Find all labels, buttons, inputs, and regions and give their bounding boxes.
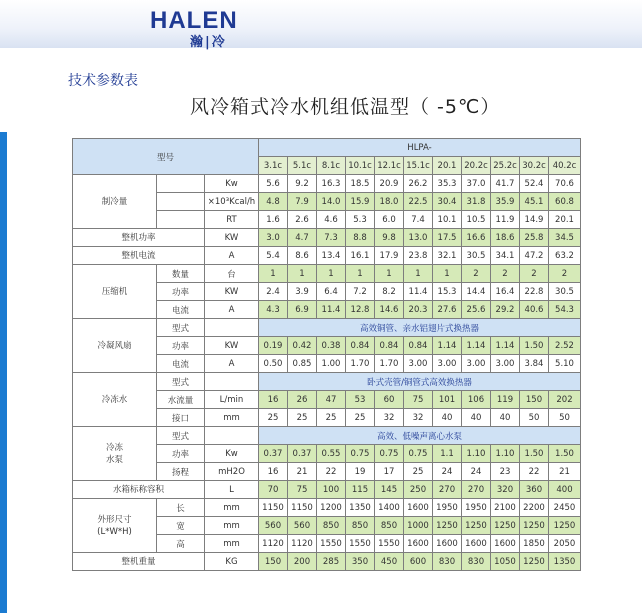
value-cell: 10.5 xyxy=(462,211,491,229)
value-cell: 400 xyxy=(549,481,581,499)
value-cell: 150 xyxy=(259,553,288,571)
unit-cell: ×10³Kcal/h xyxy=(205,193,259,211)
unit-cell: A xyxy=(205,355,259,373)
table-row xyxy=(73,373,581,391)
value-cell: 9.2 xyxy=(288,175,317,193)
value-cell: 63.2 xyxy=(549,247,581,265)
value-cell: 360 xyxy=(520,481,549,499)
value-cell: 15.9 xyxy=(346,193,375,211)
subcategory-cell: 功率 xyxy=(157,445,205,463)
subcategory-cell: 高 xyxy=(157,535,205,553)
subcategory-cell: 功率 xyxy=(157,337,205,355)
value-cell: 18.5 xyxy=(346,175,375,193)
value-cell: 1.14 xyxy=(491,337,520,355)
value-cell: 850 xyxy=(346,517,375,535)
model-cell: 12.1c xyxy=(375,157,404,175)
value-cell: 17 xyxy=(375,463,404,481)
value-cell: 320 xyxy=(491,481,520,499)
model-cell: 20.1 xyxy=(433,157,462,175)
value-cell: 34.5 xyxy=(549,229,581,247)
value-cell: 70 xyxy=(259,481,288,499)
value-cell: 1.1 xyxy=(433,445,462,463)
value-cell: 11.4 xyxy=(317,301,346,319)
value-cell: 1600 xyxy=(433,535,462,553)
unit-cell xyxy=(205,427,259,445)
value-cell: 24 xyxy=(462,463,491,481)
value-cell: 2 xyxy=(462,265,491,283)
value-cell: 1.50 xyxy=(520,337,549,355)
value-cell: 100 xyxy=(317,481,346,499)
value-cell: 3.9 xyxy=(288,283,317,301)
value-cell: 30.5 xyxy=(462,247,491,265)
subcategory-cell: 电流 xyxy=(157,301,205,319)
value-cell: 1.50 xyxy=(520,445,549,463)
value-cell: 1850 xyxy=(520,535,549,553)
category-cell: 水箱标称容积 xyxy=(73,481,205,499)
page-title: 风冷箱式冷水机组低温型（ -5℃） xyxy=(190,96,501,118)
value-cell: 4.7 xyxy=(288,229,317,247)
value-cell: 27.6 xyxy=(433,301,462,319)
value-cell: 25 xyxy=(288,409,317,427)
value-cell: 1.70 xyxy=(346,355,375,373)
value-cell: 45.1 xyxy=(520,193,549,211)
value-cell: 202 xyxy=(549,391,581,409)
value-cell: 60.8 xyxy=(549,193,581,211)
value-cell: 2.4 xyxy=(259,283,288,301)
value-cell: 0.84 xyxy=(346,337,375,355)
brand-sub-logo: 瀚|冷 xyxy=(190,35,227,50)
value-cell: 1.6 xyxy=(259,211,288,229)
value-cell: 21 xyxy=(549,463,581,481)
brand-logo xyxy=(150,7,260,50)
value-cell: 32 xyxy=(375,409,404,427)
table-row xyxy=(73,175,581,193)
value-cell: 0.84 xyxy=(375,337,404,355)
value-cell: 1950 xyxy=(462,499,491,517)
table-row xyxy=(73,553,581,571)
value-cell: 1250 xyxy=(462,517,491,535)
value-cell: 200 xyxy=(288,553,317,571)
value-cell: 1250 xyxy=(433,517,462,535)
value-cell: 3.00 xyxy=(462,355,491,373)
value-cell: 450 xyxy=(375,553,404,571)
type-spec-cell: 高效铜管、亲水铝翅片式换热器 xyxy=(259,319,581,337)
model-cell: 25.2c xyxy=(491,157,520,175)
subcategory-cell xyxy=(157,175,205,193)
category-cell: 整机功率 xyxy=(73,229,205,247)
value-cell: 1 xyxy=(375,265,404,283)
category-cell: 整机重量 xyxy=(73,553,205,571)
unit-cell: RT xyxy=(205,211,259,229)
section-title: 技术参数表 xyxy=(68,73,138,89)
value-cell: 1600 xyxy=(404,535,433,553)
value-cell: 11.4 xyxy=(404,283,433,301)
subcategory-cell: 型式 xyxy=(157,373,205,391)
category-cell: 冷冻水 xyxy=(73,373,157,427)
value-cell: 19 xyxy=(346,463,375,481)
value-cell: 47 xyxy=(317,391,346,409)
value-cell: 101 xyxy=(433,391,462,409)
value-cell: 70.6 xyxy=(549,175,581,193)
value-cell: 40.6 xyxy=(520,301,549,319)
value-cell: 31.8 xyxy=(462,193,491,211)
value-cell: 2 xyxy=(491,265,520,283)
unit-cell: KG xyxy=(205,553,259,571)
value-cell: 10.1 xyxy=(433,211,462,229)
value-cell: 20.9 xyxy=(375,175,404,193)
subcategory-cell: 扬程 xyxy=(157,463,205,481)
model-cell: 30.2c xyxy=(520,157,549,175)
value-cell: 11.9 xyxy=(491,211,520,229)
value-cell: 8.6 xyxy=(288,247,317,265)
value-cell: 250 xyxy=(404,481,433,499)
table-row xyxy=(73,499,581,517)
unit-cell: 台 xyxy=(205,265,259,283)
value-cell: 17.9 xyxy=(375,247,404,265)
value-cell: 0.85 xyxy=(288,355,317,373)
value-cell: 16 xyxy=(259,463,288,481)
category-cell: 冷冻 水泵 xyxy=(73,427,157,481)
value-cell: 1600 xyxy=(462,535,491,553)
value-cell: 2100 xyxy=(491,499,520,517)
value-cell: 1 xyxy=(433,265,462,283)
value-cell: 40 xyxy=(433,409,462,427)
value-cell: 20.3 xyxy=(404,301,433,319)
value-cell: 3.84 xyxy=(520,355,549,373)
value-cell: 1250 xyxy=(549,517,581,535)
value-cell: 2.6 xyxy=(288,211,317,229)
value-cell: 850 xyxy=(375,517,404,535)
value-cell: 830 xyxy=(433,553,462,571)
value-cell: 6.0 xyxy=(375,211,404,229)
unit-cell: mm xyxy=(205,409,259,427)
value-cell: 35.9 xyxy=(491,193,520,211)
value-cell: 75 xyxy=(404,391,433,409)
value-cell: 1 xyxy=(288,265,317,283)
value-cell: 1550 xyxy=(375,535,404,553)
table-row xyxy=(73,481,581,499)
unit-cell: mH2O xyxy=(205,463,259,481)
value-cell: 22 xyxy=(520,463,549,481)
value-cell: 115 xyxy=(346,481,375,499)
model-cell: 40.2c xyxy=(549,157,581,175)
value-cell: 7.4 xyxy=(404,211,433,229)
value-cell: 1000 xyxy=(404,517,433,535)
value-cell: 0.75 xyxy=(346,445,375,463)
value-cell: 22.8 xyxy=(520,283,549,301)
unit-cell: mm xyxy=(205,499,259,517)
subcategory-cell: 型式 xyxy=(157,319,205,337)
value-cell: 20.1 xyxy=(549,211,581,229)
value-cell: 23.8 xyxy=(404,247,433,265)
value-cell: 1150 xyxy=(288,499,317,517)
value-cell: 1 xyxy=(259,265,288,283)
value-cell: 3.00 xyxy=(404,355,433,373)
value-cell: 35.3 xyxy=(433,175,462,193)
value-cell: 25 xyxy=(317,409,346,427)
value-cell: 6.4 xyxy=(317,283,346,301)
value-cell: 1.50 xyxy=(549,445,581,463)
value-cell: 5.10 xyxy=(549,355,581,373)
value-cell: 23 xyxy=(491,463,520,481)
value-cell: 22.5 xyxy=(404,193,433,211)
value-cell: 1200 xyxy=(317,499,346,517)
value-cell: 25 xyxy=(404,463,433,481)
model-label-cell: 型号 xyxy=(73,139,259,175)
value-cell: 850 xyxy=(317,517,346,535)
value-cell: 1250 xyxy=(520,517,549,535)
value-cell: 34.1 xyxy=(491,247,520,265)
value-cell: 1.14 xyxy=(462,337,491,355)
value-cell: 16.6 xyxy=(462,229,491,247)
side-accent-bar xyxy=(0,132,7,613)
value-cell: 17.5 xyxy=(433,229,462,247)
value-cell: 21 xyxy=(288,463,317,481)
value-cell: 16.3 xyxy=(317,175,346,193)
value-cell: 1950 xyxy=(433,499,462,517)
unit-cell: KW xyxy=(205,229,259,247)
value-cell: 2 xyxy=(549,265,581,283)
value-cell: 40 xyxy=(491,409,520,427)
value-cell: 53 xyxy=(346,391,375,409)
value-cell: 1150 xyxy=(259,499,288,517)
subcategory-cell: 长 xyxy=(157,499,205,517)
model-cell: 15.1c xyxy=(404,157,433,175)
header-band xyxy=(0,0,642,48)
unit-cell: KW xyxy=(205,283,259,301)
value-cell: 270 xyxy=(462,481,491,499)
value-cell: 41.7 xyxy=(491,175,520,193)
value-cell: 600 xyxy=(404,553,433,571)
value-cell: 75 xyxy=(288,481,317,499)
model-cell: 20.2c xyxy=(462,157,491,175)
value-cell: 50 xyxy=(520,409,549,427)
value-cell: 30.5 xyxy=(549,283,581,301)
type-spec-cell: 高效、低噪声离心水泵 xyxy=(259,427,581,445)
value-cell: 18.6 xyxy=(491,229,520,247)
value-cell: 285 xyxy=(317,553,346,571)
value-cell: 0.37 xyxy=(259,445,288,463)
value-cell: 0.50 xyxy=(259,355,288,373)
value-cell: 1.70 xyxy=(375,355,404,373)
value-cell: 9.8 xyxy=(375,229,404,247)
model-cell: 5.1c xyxy=(288,157,317,175)
value-cell: 1.14 xyxy=(433,337,462,355)
value-cell: 145 xyxy=(375,481,404,499)
unit-cell: mm xyxy=(205,535,259,553)
model-cell: 3.1c xyxy=(259,157,288,175)
value-cell: 18.0 xyxy=(375,193,404,211)
value-cell: 14.0 xyxy=(317,193,346,211)
value-cell: 830 xyxy=(462,553,491,571)
value-cell: 54.3 xyxy=(549,301,581,319)
value-cell: 6.9 xyxy=(288,301,317,319)
value-cell: 52.4 xyxy=(520,175,549,193)
value-cell: 1350 xyxy=(549,553,581,571)
value-cell: 2050 xyxy=(549,535,581,553)
value-cell: 270 xyxy=(433,481,462,499)
value-cell: 1120 xyxy=(259,535,288,553)
value-cell: 8.8 xyxy=(346,229,375,247)
value-cell: 16.4 xyxy=(491,283,520,301)
value-cell: 4.8 xyxy=(259,193,288,211)
value-cell: 2450 xyxy=(549,499,581,517)
value-cell: 1250 xyxy=(491,517,520,535)
value-cell: 1 xyxy=(346,265,375,283)
value-cell: 25.8 xyxy=(520,229,549,247)
value-cell: 50 xyxy=(549,409,581,427)
category-cell: 冷凝风扇 xyxy=(73,319,157,373)
halen-logo-icon xyxy=(150,7,260,31)
value-cell: 29.2 xyxy=(491,301,520,319)
value-cell: 7.9 xyxy=(288,193,317,211)
subcategory-cell xyxy=(157,211,205,229)
value-cell: 37.0 xyxy=(462,175,491,193)
value-cell: 1400 xyxy=(375,499,404,517)
model-cell: 8.1c xyxy=(317,157,346,175)
value-cell: 8.2 xyxy=(375,283,404,301)
value-cell: 1550 xyxy=(317,535,346,553)
value-cell: 1350 xyxy=(346,499,375,517)
value-cell: 7.2 xyxy=(346,283,375,301)
value-cell: 1.10 xyxy=(462,445,491,463)
unit-cell: L/min xyxy=(205,391,259,409)
model-cell: 10.1c xyxy=(346,157,375,175)
value-cell: 24 xyxy=(433,463,462,481)
value-cell: 2.52 xyxy=(549,337,581,355)
category-cell: 外形尺寸 (L*W*H) xyxy=(73,499,157,553)
value-cell: 1120 xyxy=(288,535,317,553)
subcategory-cell: 型式 xyxy=(157,427,205,445)
unit-cell: Kw xyxy=(205,175,259,193)
value-cell: 560 xyxy=(259,517,288,535)
value-cell: 1050 xyxy=(491,553,520,571)
table-row xyxy=(73,265,581,283)
value-cell: 32.1 xyxy=(433,247,462,265)
value-cell: 40 xyxy=(462,409,491,427)
unit-cell xyxy=(205,373,259,391)
value-cell: 2 xyxy=(520,265,549,283)
value-cell: 4.6 xyxy=(317,211,346,229)
value-cell: 16.1 xyxy=(346,247,375,265)
value-cell: 0.75 xyxy=(404,445,433,463)
value-cell: 150 xyxy=(520,391,549,409)
value-cell: 1250 xyxy=(520,553,549,571)
value-cell: 1.10 xyxy=(491,445,520,463)
table-row xyxy=(73,319,581,337)
table-row xyxy=(73,247,581,265)
value-cell: 7.3 xyxy=(317,229,346,247)
value-cell: 5.6 xyxy=(259,175,288,193)
svg-text:HALEN: HALEN xyxy=(150,7,238,31)
value-cell: 4.3 xyxy=(259,301,288,319)
value-cell: 1 xyxy=(317,265,346,283)
value-cell: 22 xyxy=(317,463,346,481)
value-cell: 25.6 xyxy=(462,301,491,319)
value-cell: 13.0 xyxy=(404,229,433,247)
value-cell: 1 xyxy=(404,265,433,283)
value-cell: 1600 xyxy=(404,499,433,517)
subcategory-cell: 电流 xyxy=(157,355,205,373)
value-cell: 12.8 xyxy=(346,301,375,319)
value-cell: 25 xyxy=(346,409,375,427)
value-cell: 0.84 xyxy=(404,337,433,355)
spec-table xyxy=(72,138,581,571)
unit-cell: KW xyxy=(205,337,259,355)
category-cell: 制冷量 xyxy=(73,175,157,229)
subcategory-cell xyxy=(157,193,205,211)
value-cell: 32 xyxy=(404,409,433,427)
value-cell: 47.2 xyxy=(520,247,549,265)
unit-cell xyxy=(205,319,259,337)
subcategory-cell: 数量 xyxy=(157,265,205,283)
value-cell: 1550 xyxy=(346,535,375,553)
value-cell: 16 xyxy=(259,391,288,409)
value-cell: 106 xyxy=(462,391,491,409)
value-cell: 3.00 xyxy=(433,355,462,373)
value-cell: 25 xyxy=(259,409,288,427)
value-cell: 3.00 xyxy=(491,355,520,373)
table-row xyxy=(73,229,581,247)
value-cell: 0.55 xyxy=(317,445,346,463)
value-cell: 15.3 xyxy=(433,283,462,301)
unit-cell: A xyxy=(205,247,259,265)
unit-cell: Kw xyxy=(205,445,259,463)
subcategory-cell: 宽 xyxy=(157,517,205,535)
value-cell: 0.38 xyxy=(317,337,346,355)
value-cell: 560 xyxy=(288,517,317,535)
type-spec-cell: 卧式壳管/铜管式高效换热器 xyxy=(259,373,581,391)
value-cell: 30.4 xyxy=(433,193,462,211)
category-cell: 整机电流 xyxy=(73,247,205,265)
value-cell: 14.6 xyxy=(375,301,404,319)
value-cell: 13.4 xyxy=(317,247,346,265)
value-cell: 1.00 xyxy=(317,355,346,373)
value-cell: 5.4 xyxy=(259,247,288,265)
value-cell: 0.37 xyxy=(288,445,317,463)
value-cell: 26.2 xyxy=(404,175,433,193)
subcategory-cell: 接口 xyxy=(157,409,205,427)
value-cell: 119 xyxy=(491,391,520,409)
series-cell: HLPA- xyxy=(259,139,581,157)
value-cell: 14.9 xyxy=(520,211,549,229)
value-cell: 350 xyxy=(346,553,375,571)
category-cell: 压缩机 xyxy=(73,265,157,319)
table-row xyxy=(73,427,581,445)
value-cell: 0.42 xyxy=(288,337,317,355)
value-cell: 1600 xyxy=(491,535,520,553)
subcategory-cell: 功率 xyxy=(157,283,205,301)
value-cell: 14.4 xyxy=(462,283,491,301)
unit-cell: mm xyxy=(205,517,259,535)
unit-cell: L xyxy=(205,481,259,499)
value-cell: 0.75 xyxy=(375,445,404,463)
value-cell: 2200 xyxy=(520,499,549,517)
value-cell: 0.19 xyxy=(259,337,288,355)
subcategory-cell: 水流量 xyxy=(157,391,205,409)
value-cell: 3.0 xyxy=(259,229,288,247)
value-cell: 60 xyxy=(375,391,404,409)
unit-cell: A xyxy=(205,301,259,319)
value-cell: 5.3 xyxy=(346,211,375,229)
value-cell: 26 xyxy=(288,391,317,409)
